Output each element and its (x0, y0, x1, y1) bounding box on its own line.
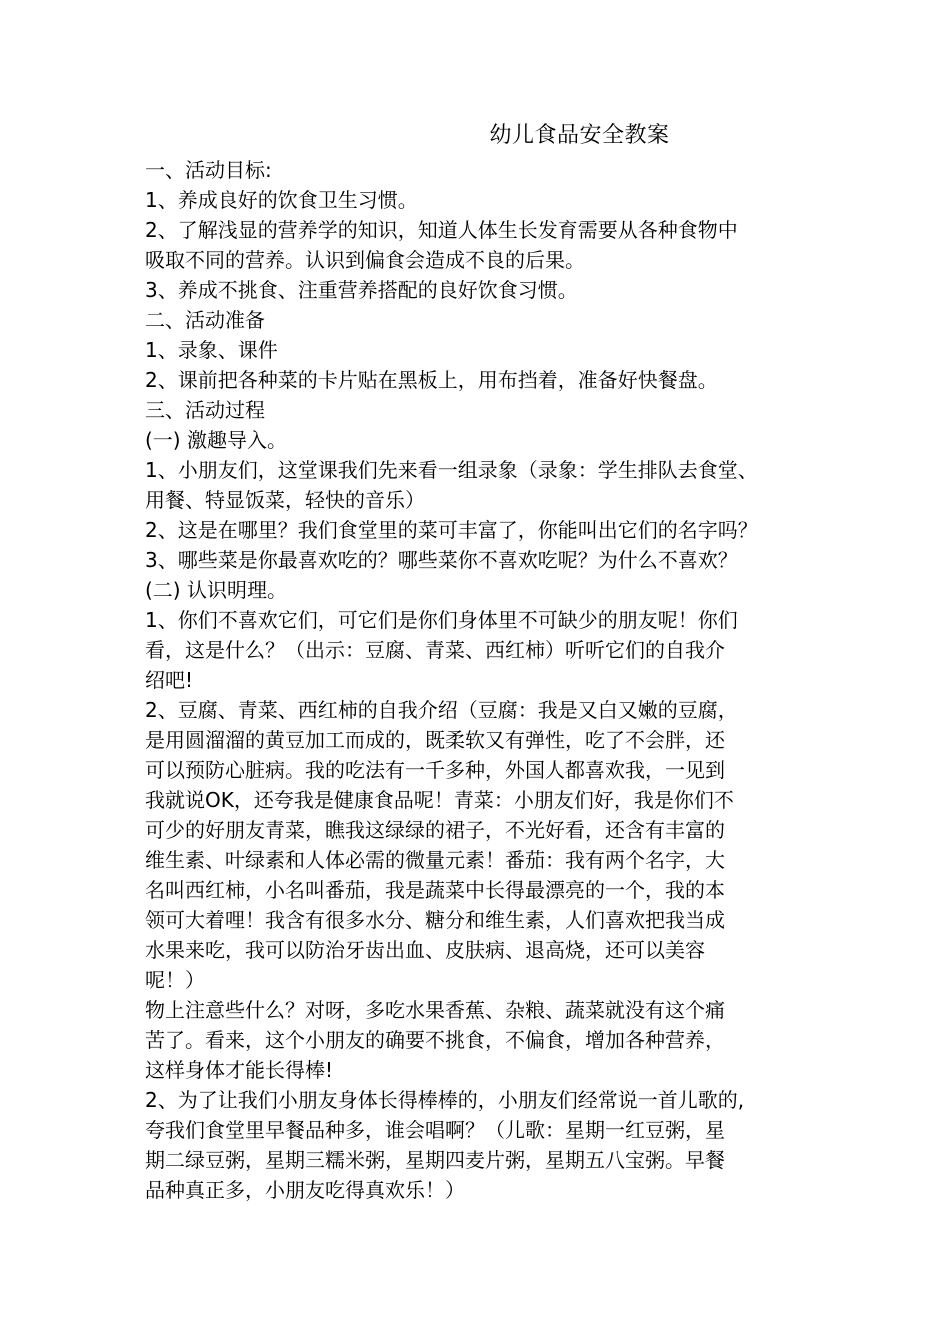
text-line: 看，这是什么？（出示：豆腐、青菜、西红柿）听听它们的自我介 (145, 638, 725, 662)
text-line: 一、活动目标: (145, 158, 272, 182)
text-line: 可以预防心脏病。我的吃法有一千多种，外国人都喜欢我，一见到 (145, 758, 725, 782)
text-line: 是用圆溜溜的黄豆加工而成的，既柔软又有弹性，吃了不会胖，还 (145, 728, 725, 752)
text-line: 夸我们食堂里早餐品种多，谁会唱啊？（儿歌：星期一红豆粥，星 (145, 1118, 725, 1142)
text-line: 2、课前把各种菜的卡片贴在黑板上，用布挡着，准备好快餐盘。 (145, 368, 718, 392)
text-line: 用餐、特显饭菜，轻快的音乐） (145, 488, 425, 512)
text-line: 2、了解浅显的营养学的知识，知道人体生长发育需要从各种食物中 (145, 218, 738, 242)
text-line: 2、这是在哪里？我们食堂里的菜可丰富了，你能叫出它们的名字吗？ (145, 518, 758, 542)
text-line: 1、养成良好的饮食卫生习惯。 (145, 188, 418, 212)
text-line: 吸取不同的营养。认识到偏食会造成不良的后果。 (145, 248, 585, 272)
text-line: 二、活动准备 (145, 308, 265, 332)
text-line: 品种真正多，小朋友吃得真欢乐！） (145, 1178, 465, 1202)
text-line: 1、你们不喜欢它们，可它们是你们身体里不可缺少的朋友呢！你们 (145, 608, 738, 632)
text-line: 呢！） (145, 968, 205, 992)
text-line: 2、豆腐、青菜、西红柿的自我介绍（豆腐：我是又白又嫩的豆腐， (145, 698, 738, 722)
text-line: 可少的好朋友青菜，瞧我这绿绿的裙子，不光好看，还含有丰富的 (145, 818, 725, 842)
text-line: 领可大着哩！我含有很多水分、糖分和维生素，人们喜欢把我当成 (145, 908, 725, 932)
text-line: 物上注意些什么？对呀，多吃水果香蕉、杂粮、蔬菜就没有这个痛 (145, 998, 725, 1022)
text-line: 维生素、叶绿素和人体必需的微量元素！番茄：我有两个名字，大 (145, 848, 725, 872)
text-line: 名叫西红柿，小名叫番茄，我是蔬菜中长得最漂亮的一个，我的本 (145, 878, 725, 902)
text-line: 3、哪些菜是你最喜欢吃的？哪些菜你不喜欢吃呢？为什么不喜欢？ (145, 548, 738, 572)
text-line: 绍吧! (145, 668, 194, 692)
text-line: 我就说OK，还夸我是健康食品呢！青菜：小朋友们好，我是你们不 (145, 788, 734, 812)
text-line: 1、录象、课件 (145, 338, 278, 362)
text-line: 3、养成不挑食、注重营养搭配的良好饮食习惯。 (145, 278, 578, 302)
text-line: (二) 认识明理。 (145, 578, 287, 602)
text-line: (一) 激趣导入。 (145, 428, 287, 452)
document-body (145, 155, 820, 1205)
text-line: 2、为了让我们小朋友身体长得棒棒的，小朋友们经常说一首儿歌的, (145, 1088, 745, 1112)
text-line: 期二绿豆粥，星期三糯米粥，星期四麦片粥，星期五八宝粥。早餐 (145, 1148, 725, 1172)
text-line: 这样身体才能长得棒! (145, 1058, 334, 1082)
text-line: 1、小朋友们，这堂课我们先来看一组录象（录象：学生排队去食堂、 (145, 458, 758, 482)
text-line: 水果来吃，我可以防治牙齿出血、皮肤病、退高烧，还可以美容 (145, 938, 705, 962)
text-line: 三、活动过程 (145, 398, 265, 422)
document-title: 幼儿食品安全教案 (489, 123, 670, 148)
text-line: 苦了。看来，这个小朋友的确要不挑食，不偏食，增加各种营养， (145, 1028, 725, 1052)
